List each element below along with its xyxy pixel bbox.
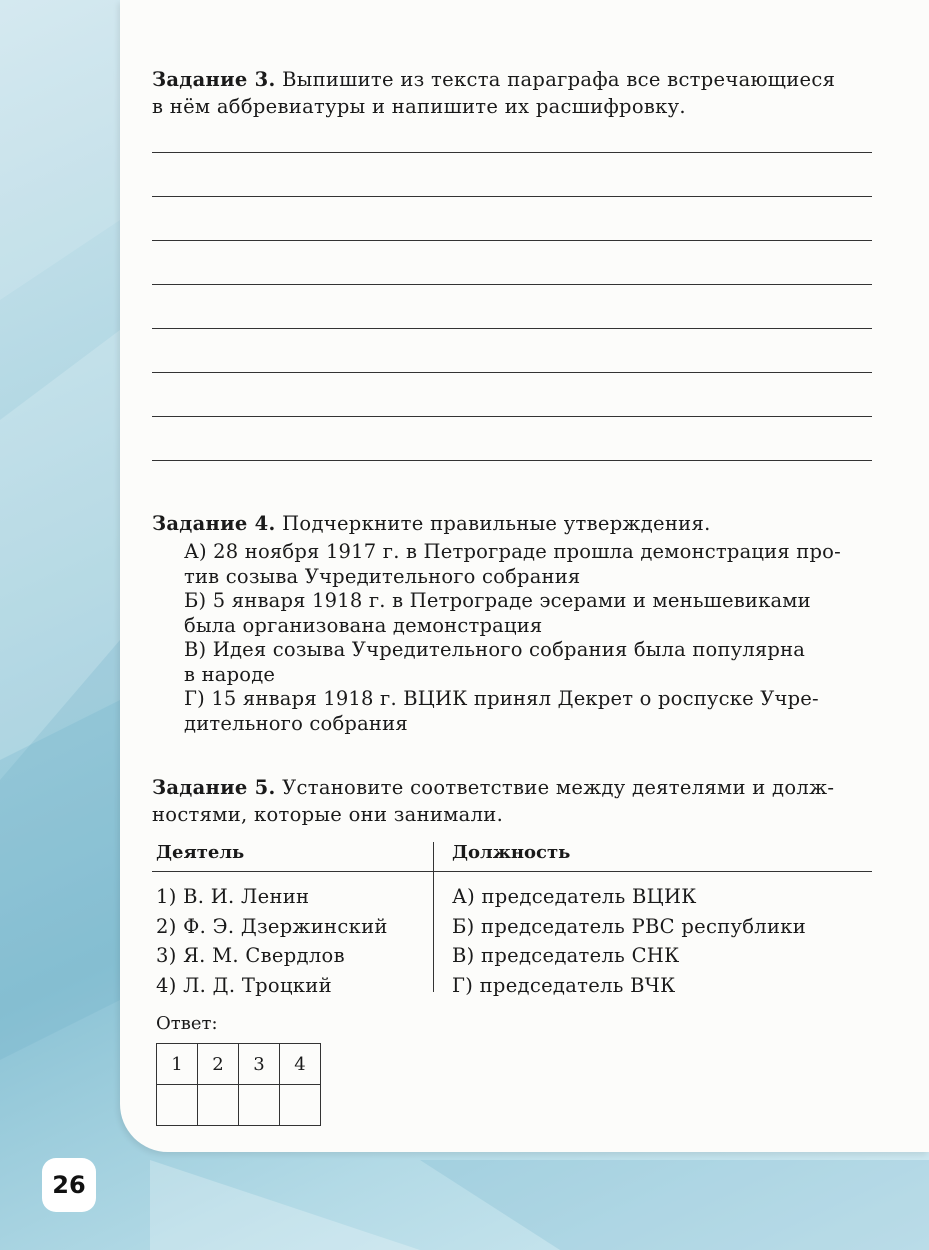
statement-line: тив созыва Учредительного собрания <box>184 564 581 588</box>
statement-line: Г) 15 января 1918 г. ВЦИК принял Декрет о роспуске Учре- <box>184 687 819 710</box>
statement-v[interactable] <box>184 638 872 687</box>
task3-text-line1: Выпишите из текста параграфа все встречающиеся <box>282 68 836 91</box>
position-item: Б) председатель РВС республики <box>452 914 807 938</box>
answer-input-cell[interactable] <box>157 1085 198 1126</box>
task4-label: Задание 4. <box>152 512 276 535</box>
task3-heading <box>152 66 872 120</box>
task5-heading <box>152 774 872 828</box>
task5-label: Задание 5. <box>152 776 276 799</box>
statement-b[interactable] <box>184 589 872 638</box>
task4-heading <box>152 510 872 537</box>
matching-table <box>152 842 872 1002</box>
position-item: А) председатель ВЦИК <box>452 885 697 908</box>
statement-line: Б) 5 января 1918 г. в Петрограде эсерами и меньшевиками <box>184 589 811 612</box>
statement-line: была организована демонстрация <box>184 613 543 637</box>
answer-line[interactable] <box>152 416 872 417</box>
task3-label: Задание 3. <box>152 68 276 91</box>
person-item: 4) Л. Д. Троцкий <box>156 973 332 997</box>
person-item: 3) Я. М. Свердлов <box>156 944 345 967</box>
answer-input-cell[interactable] <box>280 1085 321 1126</box>
column-divider <box>433 842 434 992</box>
answer-header-cell: 1 <box>157 1044 198 1085</box>
task4-text: Подчеркните правильные утверждения. <box>282 512 711 535</box>
col-header-position: Должность <box>452 842 571 863</box>
task5-text-line1: Установите соответствие между деятелями и долж- <box>282 776 835 799</box>
task5-text-line2: ностями, которые они занимали. <box>152 803 504 826</box>
answer-header-cell: 3 <box>239 1044 280 1085</box>
answer-line[interactable] <box>152 152 872 153</box>
answer-label: Ответ: <box>156 1013 218 1034</box>
answer-line[interactable] <box>152 240 872 241</box>
answer-line[interactable] <box>152 196 872 197</box>
answer-line[interactable] <box>152 284 872 285</box>
table-divider <box>152 871 872 872</box>
position-item: Г) председатель ВЧК <box>452 973 676 997</box>
task3-text-line2: в нём аббревиатуры и напишите их расшифровку. <box>152 95 686 118</box>
position-item: В) председатель СНК <box>452 944 680 967</box>
statement-line: в народе <box>184 662 276 686</box>
answer-header-cell: 2 <box>198 1044 239 1085</box>
person-item: 2) Ф. Э. Дзержинский <box>156 914 388 938</box>
task4-statements <box>184 540 872 736</box>
people-list <box>156 882 388 1000</box>
statement-line: А) 28 ноября 1917 г. в Петрограде прошла демонстрация про- <box>184 540 841 563</box>
statement-g[interactable] <box>184 687 872 736</box>
answer-input-cell[interactable] <box>239 1085 280 1126</box>
answer-line[interactable] <box>152 328 872 329</box>
person-item: 1) В. И. Ленин <box>156 885 310 908</box>
answer-line[interactable] <box>152 372 872 373</box>
col-header-person: Деятель <box>156 842 245 863</box>
positions-list <box>452 882 806 1000</box>
statement-line: дительного собрания <box>184 711 408 735</box>
answer-header-cell: 4 <box>280 1044 321 1085</box>
answer-input-cell[interactable] <box>198 1085 239 1126</box>
statement-a[interactable] <box>184 540 872 589</box>
answer-grid <box>156 1043 321 1126</box>
page-number-badge: 26 <box>42 1158 96 1212</box>
statement-line: В) Идея созыва Учредительного собрания была популярна <box>184 638 806 661</box>
answer-line[interactable] <box>152 460 872 461</box>
